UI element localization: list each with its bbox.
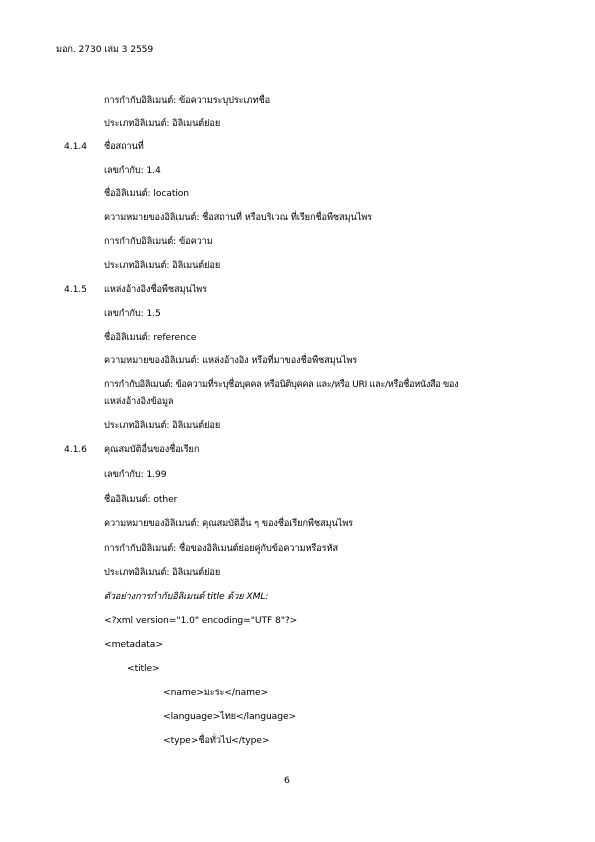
section-heading: ชื่อสถานที่	[104, 141, 144, 152]
section-heading: แหล่งอ้างอิงชื่อพืชสมุนไพร	[104, 284, 207, 295]
element-name-line: ชื่ออิลิเมนต์: reference	[104, 332, 197, 343]
element-meaning-line: ความหมายของอิลิเมนต์: คุณสมบัติอื่น ๆ ของชื่อเรียกพืชสมุนไพร	[104, 518, 353, 529]
element-number-line: เลขกำกับ: 1.5	[104, 308, 161, 319]
element-usage-line: การกำกับอิลิเมนต์: ข้อความที่ระบุชื่อบุคคล หรือนิติบุคคล และ/หรือ URI และ/หรือชื่อหนังสือ ของ	[104, 379, 459, 390]
section-number: 4.1.6	[64, 444, 87, 455]
element-number-line: เลขกำกับ: 1.4	[104, 165, 161, 176]
page-number: 6	[284, 775, 290, 786]
section-heading: คุณสมบัติอื่นของชื่อเรียก	[104, 444, 200, 455]
xml-code-line: <?xml version="1.0" encoding="UTF 8"?>	[104, 615, 298, 626]
example-caption: ตัวอย่างการกำกับอิลิเมนต์ title ด้วย XML:	[104, 591, 269, 602]
element-type-line: ประเภทอิลิเมนต์: อิลิเมนต์ย่อย	[104, 420, 221, 431]
xml-code-line: <language>ไทย</language>	[163, 711, 297, 722]
section-number: 4.1.4	[64, 141, 87, 152]
element-usage-line: การกำกับอิลิเมนต์: ข้อความ	[104, 236, 213, 247]
xml-code-line: <metadata>	[104, 639, 163, 650]
element-meaning-line: ความหมายของอิลิเมนต์: แหล่งอ้างอิง หรือที่มาของชื่อพืชสมุนไพร	[104, 355, 358, 366]
element-usage-line-continued: แหล่งอ้างอิงข้อมูล	[104, 396, 174, 407]
element-name-line: ชื่ออิลิเมนต์: other	[104, 494, 178, 505]
element-name-line: ชื่ออิลิเมนต์: location	[104, 188, 190, 199]
element-type-line: ประเภทอิลิเมนต์: อิลิเมนต์ย่อย	[104, 118, 221, 129]
element-usage-line: การกำกับอิลิเมนต์: ชื่อของอิลิเมนต์ย่อยคู่กับข้อความหรือรหัส	[104, 543, 338, 554]
element-type-line: ประเภทอิลิเมนต์: อิลิเมนต์ย่อย	[104, 567, 221, 578]
xml-code-line: <title>	[127, 663, 160, 674]
xml-code-line: <name>มะระ</name>	[163, 687, 269, 698]
element-usage-line: การกำกับอิลิเมนต์: ข้อความระบุประเภทชื่อ	[104, 95, 271, 106]
section-number: 4.1.5	[64, 284, 87, 295]
element-number-line: เลขกำกับ: 1.99	[104, 469, 167, 480]
element-meaning-line: ความหมายของอิลิเมนต์: ชื่อสถานที่ หรือบริเวณ ที่เรียกชื่อพืชสมุนไพร	[104, 212, 373, 223]
xml-code-line: <type>ชื่อทั่วไป</type>	[163, 735, 270, 746]
page-header: มอก. 2730 เล่ม 3 2559	[56, 44, 154, 55]
element-type-line: ประเภทอิลิเมนต์: อิลิเมนต์ย่อย	[104, 260, 221, 271]
